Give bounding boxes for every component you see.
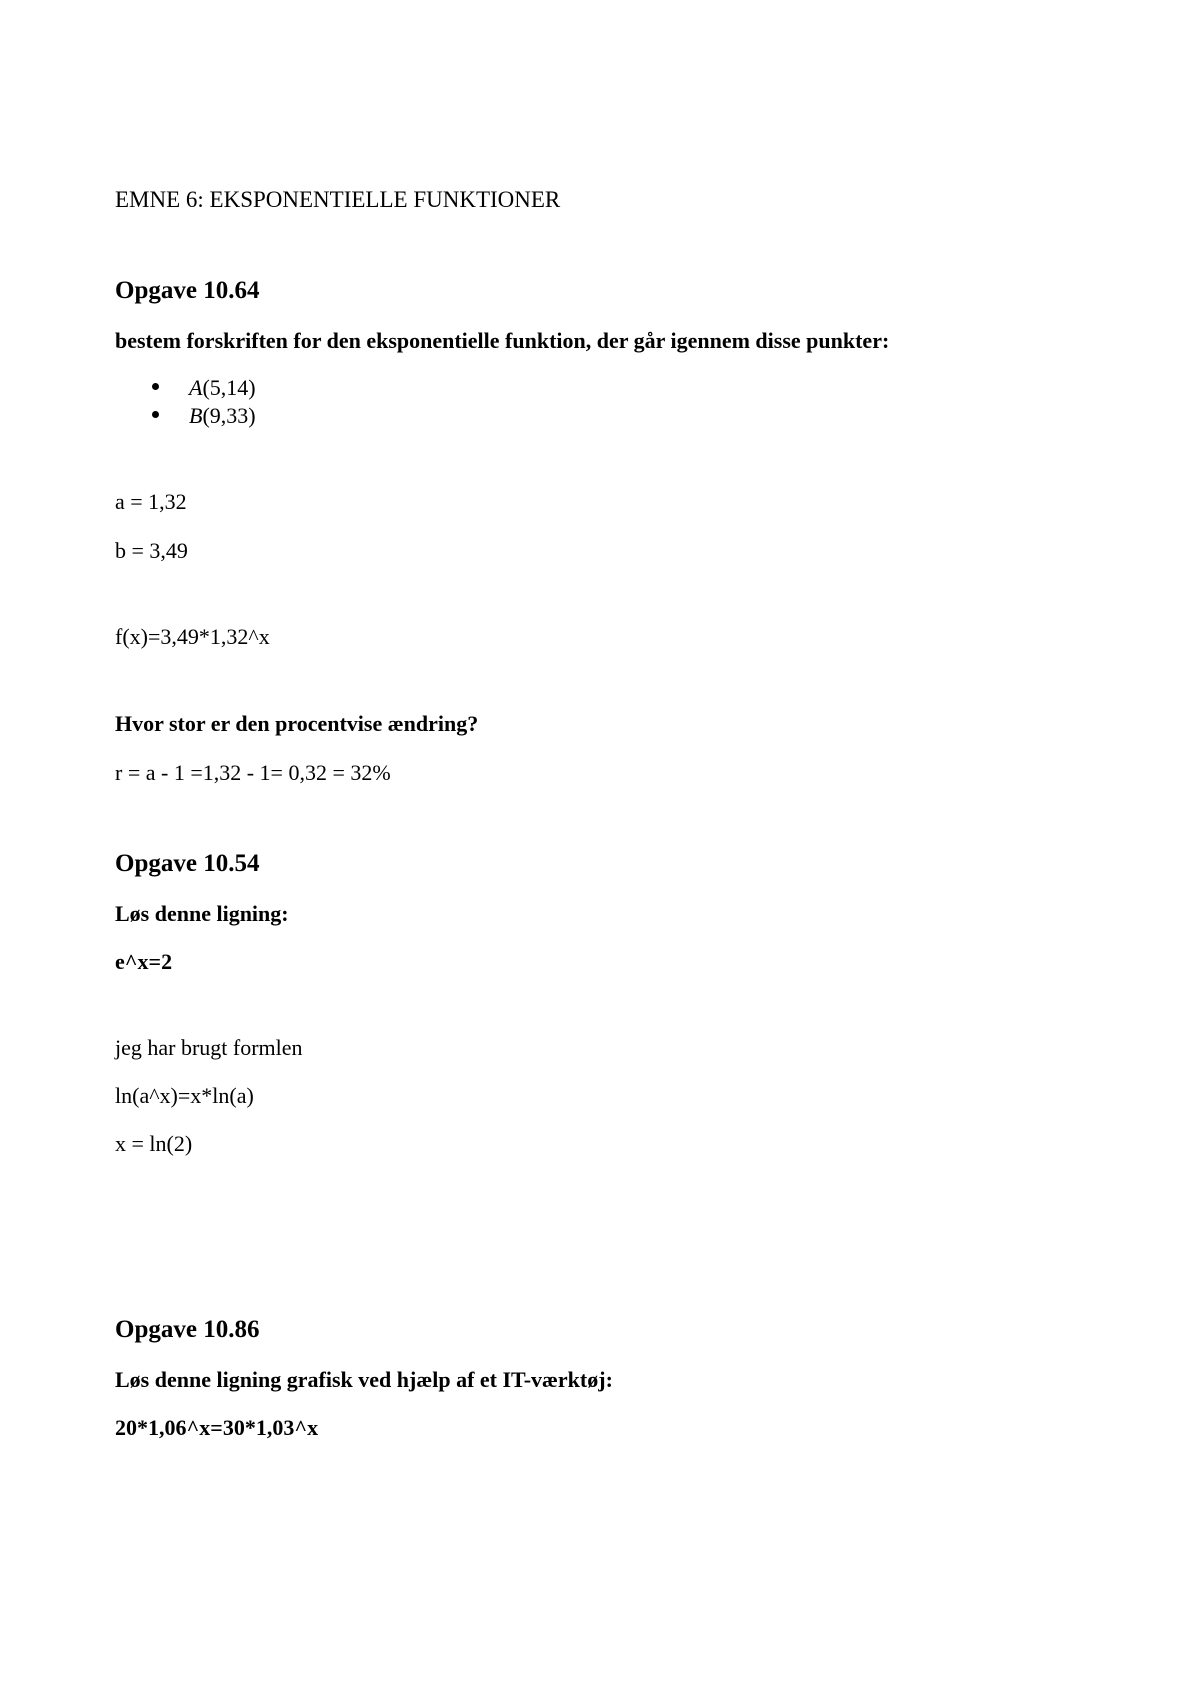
point-letter: A: [189, 375, 203, 400]
question-text: Hvor stor er den procentvise ændring?: [115, 711, 479, 736]
answer-text: r = a - 1 =1,32 - 1= 0,32 = 32%: [115, 760, 391, 785]
section-heading-10-54: Opgave 10.54: [115, 850, 260, 877]
point-coords: (9,33): [202, 403, 256, 428]
section-heading-10-86: Opgave 10.86: [115, 1316, 260, 1343]
solution-text: x = ln(2): [115, 1131, 193, 1156]
function-formula: f(x)=3,49*1,32^x: [115, 624, 270, 649]
point-letter: B: [189, 403, 203, 428]
b-value: b = 3,49: [115, 538, 188, 563]
section-prompt-10-86: Løs denne ligning grafisk ved hjælp af et IT-værktøj:: [115, 1367, 613, 1392]
section-heading-10-64: Opgave 10.64: [115, 277, 260, 304]
equation-10-86: 20*1,06^x=30*1,03^x: [115, 1415, 319, 1440]
log-rule: ln(a^x)=x*ln(a): [115, 1083, 254, 1108]
bullet-icon: [152, 383, 159, 390]
section-prompt-10-54: Løs denne ligning:: [115, 901, 289, 926]
bullet-icon: [152, 411, 159, 418]
a-value: a = 1,32: [115, 489, 187, 514]
section-prompt-10-64: bestem forskriften for den eksponentielle funktion, der går igennem disse punkter:: [115, 328, 890, 353]
point-coords: (5,14): [202, 375, 256, 400]
note-text: jeg har brugt formlen: [115, 1035, 303, 1060]
list-item-point-b: [155, 402, 256, 430]
document-title: EMNE 6: EKSPONENTIELLE FUNKTIONER: [115, 187, 561, 212]
equation-10-54: e^x=2: [115, 949, 173, 974]
list-item-point-a: [155, 374, 256, 402]
